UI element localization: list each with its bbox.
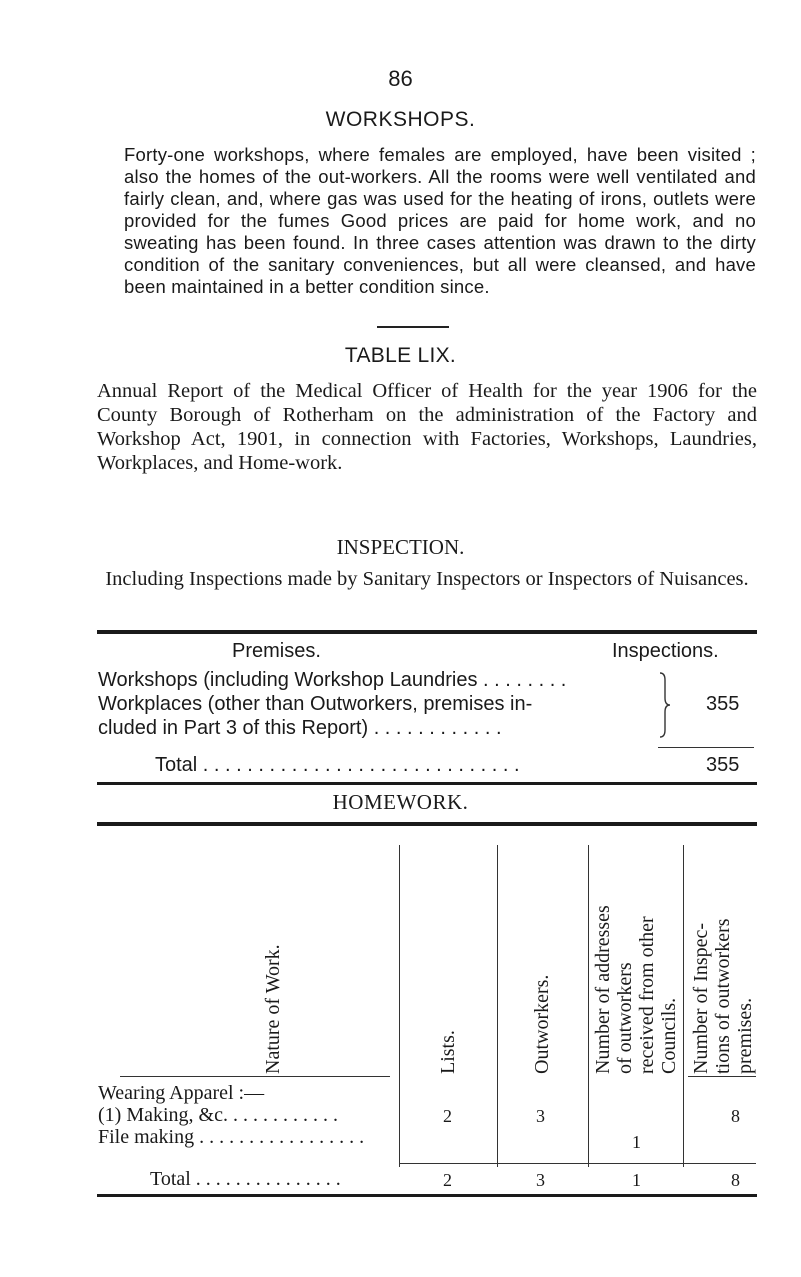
header-line: premises. <box>734 997 756 1074</box>
column-header-inspections <box>688 850 758 1074</box>
total-lists: 2 <box>443 1170 452 1190</box>
header-line: of outworkers <box>614 962 636 1074</box>
row-label: File making . . . . . . . . . . . . . . . . . <box>98 1126 365 1148</box>
column-divider <box>497 845 498 1167</box>
inspection-total-label: Total . . . . . . . . . . . . . . . . . . . . . . . . . . . . . <box>155 754 520 776</box>
inspection-note: Including Inspections made by Sanitary Inspectors or Inspectors of Nuisances. <box>105 568 749 590</box>
column-divider <box>588 845 589 1167</box>
total-label: Total . . . . . . . . . . . . . . . <box>150 1168 341 1190</box>
homework-table-top-rule <box>97 822 757 826</box>
total-addresses: 1 <box>632 1170 641 1190</box>
column-header-nature-of-work: Nature of Work. <box>262 944 284 1074</box>
header-rule <box>688 1076 756 1077</box>
inspection-table-top-rule <box>97 630 757 634</box>
row-label: (1) Making, &c. . . . . . . . . . . . <box>98 1104 338 1126</box>
inspection-row-workplaces: Workplaces (other than Outworkers, premises in- <box>98 693 533 715</box>
inspection-row-workplaces-cont: cluded in Part 3 of this Report) . . . . . . . . . . . . <box>98 717 502 739</box>
inspection-total-value: 355 <box>706 754 740 776</box>
cell-lists: 2 <box>443 1106 452 1126</box>
header-line: Number of addresses <box>592 905 614 1074</box>
inspection-value: 355 <box>706 693 740 715</box>
header-rule <box>120 1076 390 1077</box>
total-rule <box>399 1163 756 1164</box>
inspection-row-workshops: Workshops (including Workshop Laundries . . . . . . . . <box>98 669 567 691</box>
header-line: received from other <box>636 916 658 1074</box>
total-inspections: 8 <box>731 1170 740 1190</box>
homework-table-bottom-rule <box>97 1194 757 1197</box>
header-line: tions of outworkers <box>712 918 734 1074</box>
table-title: TABLE LIX. <box>344 344 457 367</box>
inspection-heading: INSPECTION. <box>336 535 465 559</box>
row-label: Wearing Apparel :— <box>98 1082 265 1104</box>
column-divider <box>683 845 684 1167</box>
cell-inspections: 8 <box>731 1106 740 1126</box>
intro-paragraph: Forty-one workshops, where females are employed, have been visited ; also the homes of the out-workers. All the rooms were well ventilated and fairly clean, and, where gas was used for the heating of irons, outlets were provided for the fumes Good prices are paid for home work, and no sweating has been found. In three cases attention was drawn to the dirty condition of the sanitary conveniences, but all were cleansed, and have been maintained in a better condition since. <box>124 144 756 297</box>
column-divider <box>399 845 400 1167</box>
premises-header: Premises. <box>232 640 321 662</box>
inspection-table-bottom-rule <box>97 782 757 785</box>
cell-outworkers: 3 <box>536 1106 545 1126</box>
inspections-header: Inspections. <box>612 640 719 662</box>
section-title: WORKSHOPS. <box>325 108 476 131</box>
total-outworkers: 3 <box>536 1170 545 1190</box>
column-header-lists: Lists. <box>437 1030 459 1074</box>
column-header-addresses <box>592 850 680 1074</box>
column-header-outworkers: Outworkers. <box>531 974 553 1074</box>
section-divider <box>377 326 449 328</box>
cell-addresses: 1 <box>632 1132 641 1152</box>
brace-icon <box>658 672 672 738</box>
homework-heading: HOMEWORK. <box>332 790 469 814</box>
report-description: Annual Report of the Medical Officer of Health for the year 1906 for the County Borough of Rotherham on the administration of the Factory and Workshop Act, 1901, in connection with Factories, Workshops, Laundries, Workplaces, and Home-work. <box>97 380 757 474</box>
inspection-subtotal-rule <box>658 747 754 748</box>
header-line: Number of Inspec- <box>690 922 712 1074</box>
page-number: 86 <box>388 66 413 91</box>
header-line: Councils. <box>658 997 680 1074</box>
